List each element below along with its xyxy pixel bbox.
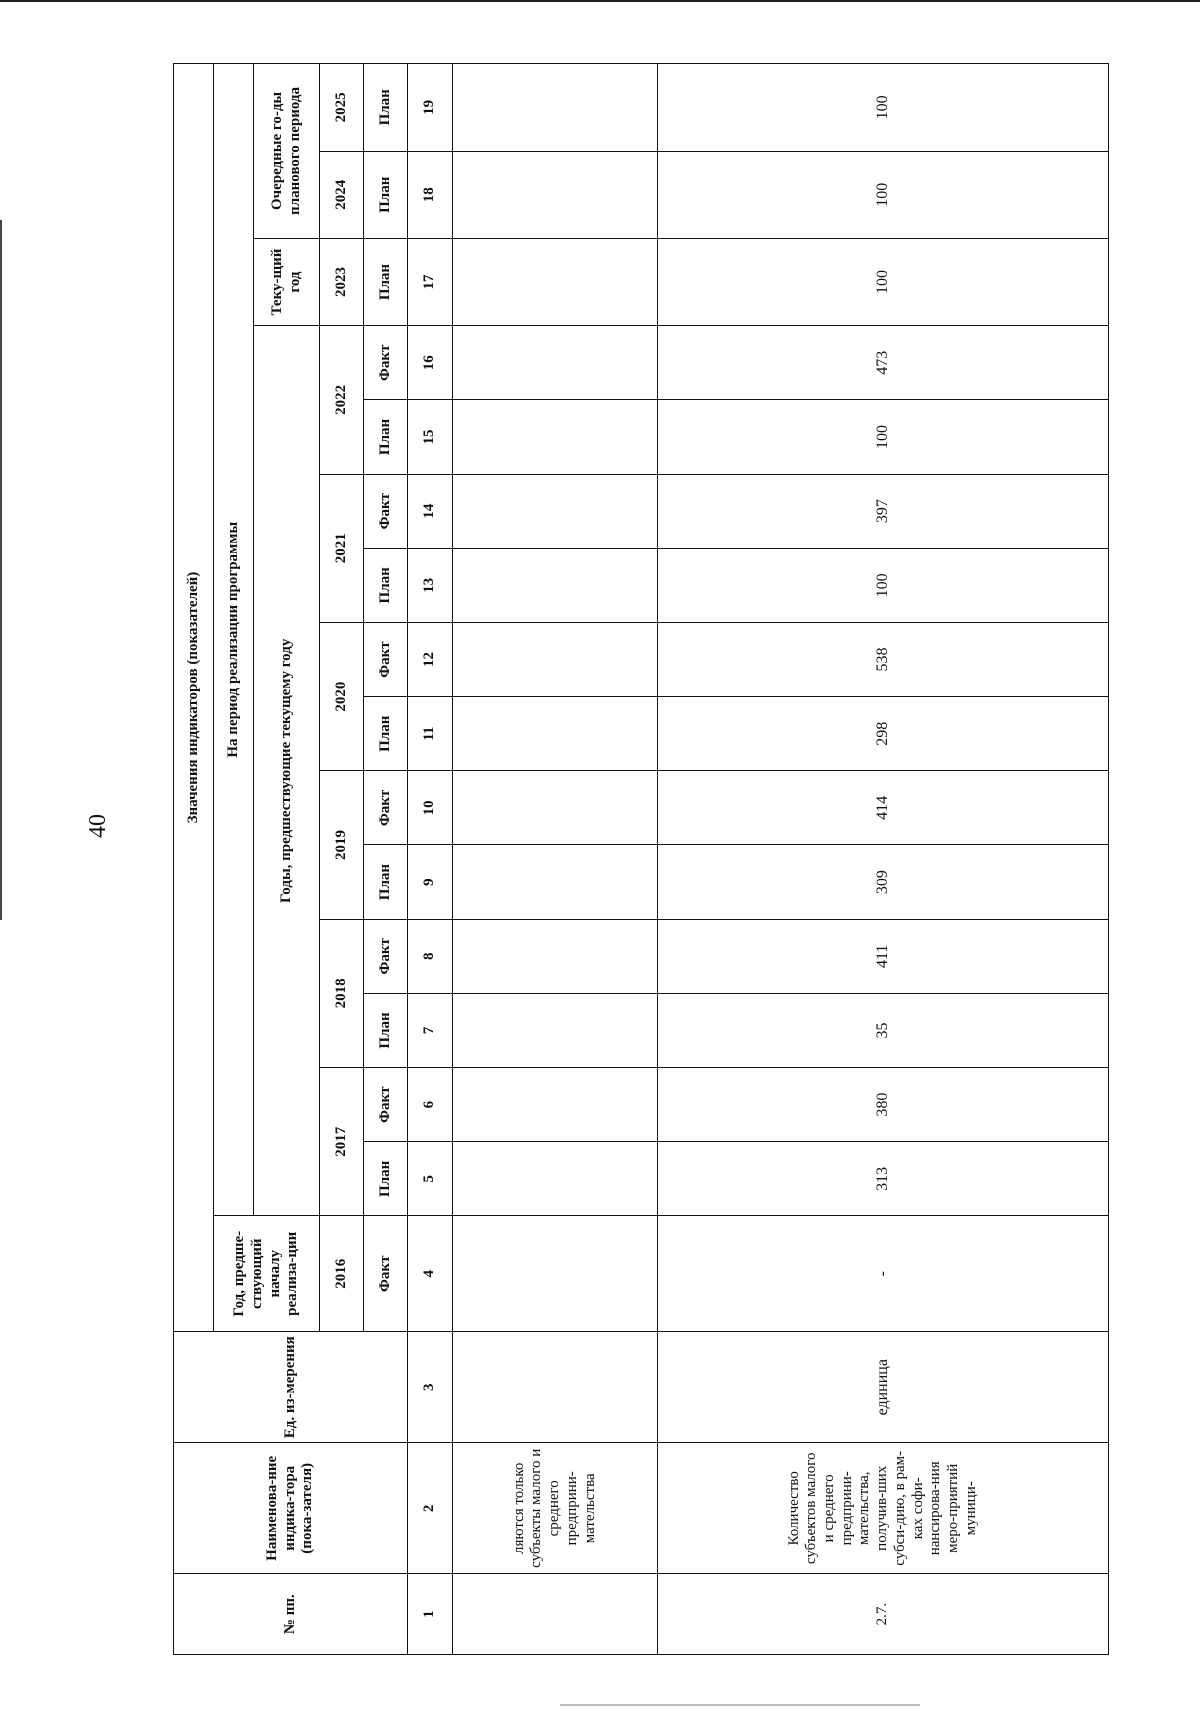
pf-2020-fact: Факт xyxy=(364,622,408,696)
pf-2020-plan: План xyxy=(364,697,408,771)
pf-2021-fact: Факт xyxy=(364,474,408,548)
row-value: 397 xyxy=(658,474,1109,548)
col-number: 10 xyxy=(408,771,453,845)
pf-2018-fact: Факт xyxy=(364,919,408,993)
row-value: 298 xyxy=(658,697,1109,771)
pf-2017-fact: Факт xyxy=(364,1068,408,1142)
row-value xyxy=(453,1142,658,1216)
pf-2024-plan: План xyxy=(364,151,408,238)
year-2022: 2022 xyxy=(320,326,364,474)
col-number: 9 xyxy=(408,845,453,919)
scan-edge-top xyxy=(0,0,1200,2)
row-value xyxy=(453,474,658,548)
year-2024: 2024 xyxy=(320,151,364,238)
row-value xyxy=(453,548,658,622)
year-2019: 2019 xyxy=(320,771,364,919)
row-value xyxy=(453,1216,658,1332)
header-name: Наименова-ние индика-тора (пока-зателя) xyxy=(174,1443,408,1574)
row-value: 309 xyxy=(658,845,1109,919)
scan-edge-left xyxy=(0,220,2,920)
row-value: 380 xyxy=(658,1068,1109,1142)
row-no: 2.7. xyxy=(658,1574,1109,1655)
row-value: 100 xyxy=(658,151,1109,238)
header-values-title: Значения индикаторов (показателей) xyxy=(174,64,214,1332)
col-number: 2 xyxy=(408,1443,453,1574)
year-2016: 2016 xyxy=(320,1216,364,1332)
row-value xyxy=(453,400,658,474)
col-number: 8 xyxy=(408,919,453,993)
row-value xyxy=(453,993,658,1067)
year-2020: 2020 xyxy=(320,622,364,770)
pf-2022-plan: План xyxy=(364,400,408,474)
row-value: 411 xyxy=(658,919,1109,993)
col-number: 11 xyxy=(408,697,453,771)
col-number: 16 xyxy=(408,326,453,400)
col-number: 14 xyxy=(408,474,453,548)
row-value: 414 xyxy=(658,771,1109,845)
pf-2023-plan: План xyxy=(364,238,408,325)
row-value xyxy=(453,845,658,919)
row-value xyxy=(453,64,658,152)
row-value xyxy=(453,771,658,845)
table-row xyxy=(453,64,658,1655)
page-number: 40 xyxy=(85,814,111,838)
row-value: 473 xyxy=(658,326,1109,400)
col-number: 6 xyxy=(408,1068,453,1142)
header-period-title: На период реализации программы xyxy=(214,64,254,1216)
row-value: 35 xyxy=(658,993,1109,1067)
pf-2019-fact: Факт xyxy=(364,771,408,845)
row-value: 100 xyxy=(658,400,1109,474)
col-number: 13 xyxy=(408,548,453,622)
pf-2025-plan: План xyxy=(364,64,408,152)
header-unit: Ед. из-мерения xyxy=(174,1332,408,1443)
column-numbers-row xyxy=(408,64,453,1655)
table-row xyxy=(658,64,1109,1655)
col-number: 1 xyxy=(408,1574,453,1655)
row-value: 313 xyxy=(658,1142,1109,1216)
pf-2019-plan: План xyxy=(364,845,408,919)
pf-2021-plan: План xyxy=(364,548,408,622)
row-value xyxy=(453,919,658,993)
indicators-table xyxy=(173,63,1109,1655)
row-value: 100 xyxy=(658,548,1109,622)
table-frame xyxy=(173,63,1093,1655)
pf-2017-plan: План xyxy=(364,1142,408,1216)
row-value xyxy=(453,1068,658,1142)
row-value xyxy=(453,326,658,400)
pf-2016-fact: Факт xyxy=(364,1216,408,1332)
year-2023: 2023 xyxy=(320,238,364,325)
year-2025: 2025 xyxy=(320,64,364,152)
header-current-year: Теку-щий год xyxy=(254,238,320,325)
col-number: 4 xyxy=(408,1216,453,1332)
col-number: 15 xyxy=(408,400,453,474)
row-name: ляются только субъекты малого и среднего предприни-мательства xyxy=(453,1443,658,1574)
pf-2018-plan: План xyxy=(364,993,408,1067)
row-value: 100 xyxy=(658,64,1109,152)
year-2021: 2021 xyxy=(320,474,364,622)
row-unit xyxy=(453,1332,658,1443)
scan-edge-bottom xyxy=(560,1704,920,1706)
row-no xyxy=(453,1574,658,1655)
year-2018: 2018 xyxy=(320,919,364,1067)
row-value xyxy=(453,151,658,238)
row-value: 100 xyxy=(658,238,1109,325)
row-name: Количество субъектов малого и среднего предприни-мательства, получив-ших субси-дию, в рам-ках софи-нансирова-ния меро-приятий муници- xyxy=(658,1443,1109,1574)
col-number: 3 xyxy=(408,1332,453,1443)
row-unit: единица xyxy=(658,1332,1109,1443)
header-no: № пп. xyxy=(174,1574,408,1655)
col-number: 7 xyxy=(408,993,453,1067)
header-prior-years: Годы, предшествующие текущему году xyxy=(254,326,320,1216)
col-number: 17 xyxy=(408,238,453,325)
row-value xyxy=(453,238,658,325)
col-number: 19 xyxy=(408,64,453,152)
header-prev-year: Год, предше-ствующий началу реализа-ции xyxy=(214,1216,320,1332)
col-number: 18 xyxy=(408,151,453,238)
col-number: 12 xyxy=(408,622,453,696)
year-2017: 2017 xyxy=(320,1068,364,1216)
rotated-table-wrapper xyxy=(173,63,1093,1655)
header-next-years: Очередные го-ды планового периода xyxy=(254,64,320,239)
row-value: 538 xyxy=(658,622,1109,696)
pf-2022-fact: Факт xyxy=(364,326,408,400)
col-number: 5 xyxy=(408,1142,453,1216)
row-value: - xyxy=(658,1216,1109,1332)
row-value xyxy=(453,622,658,696)
row-value xyxy=(453,697,658,771)
